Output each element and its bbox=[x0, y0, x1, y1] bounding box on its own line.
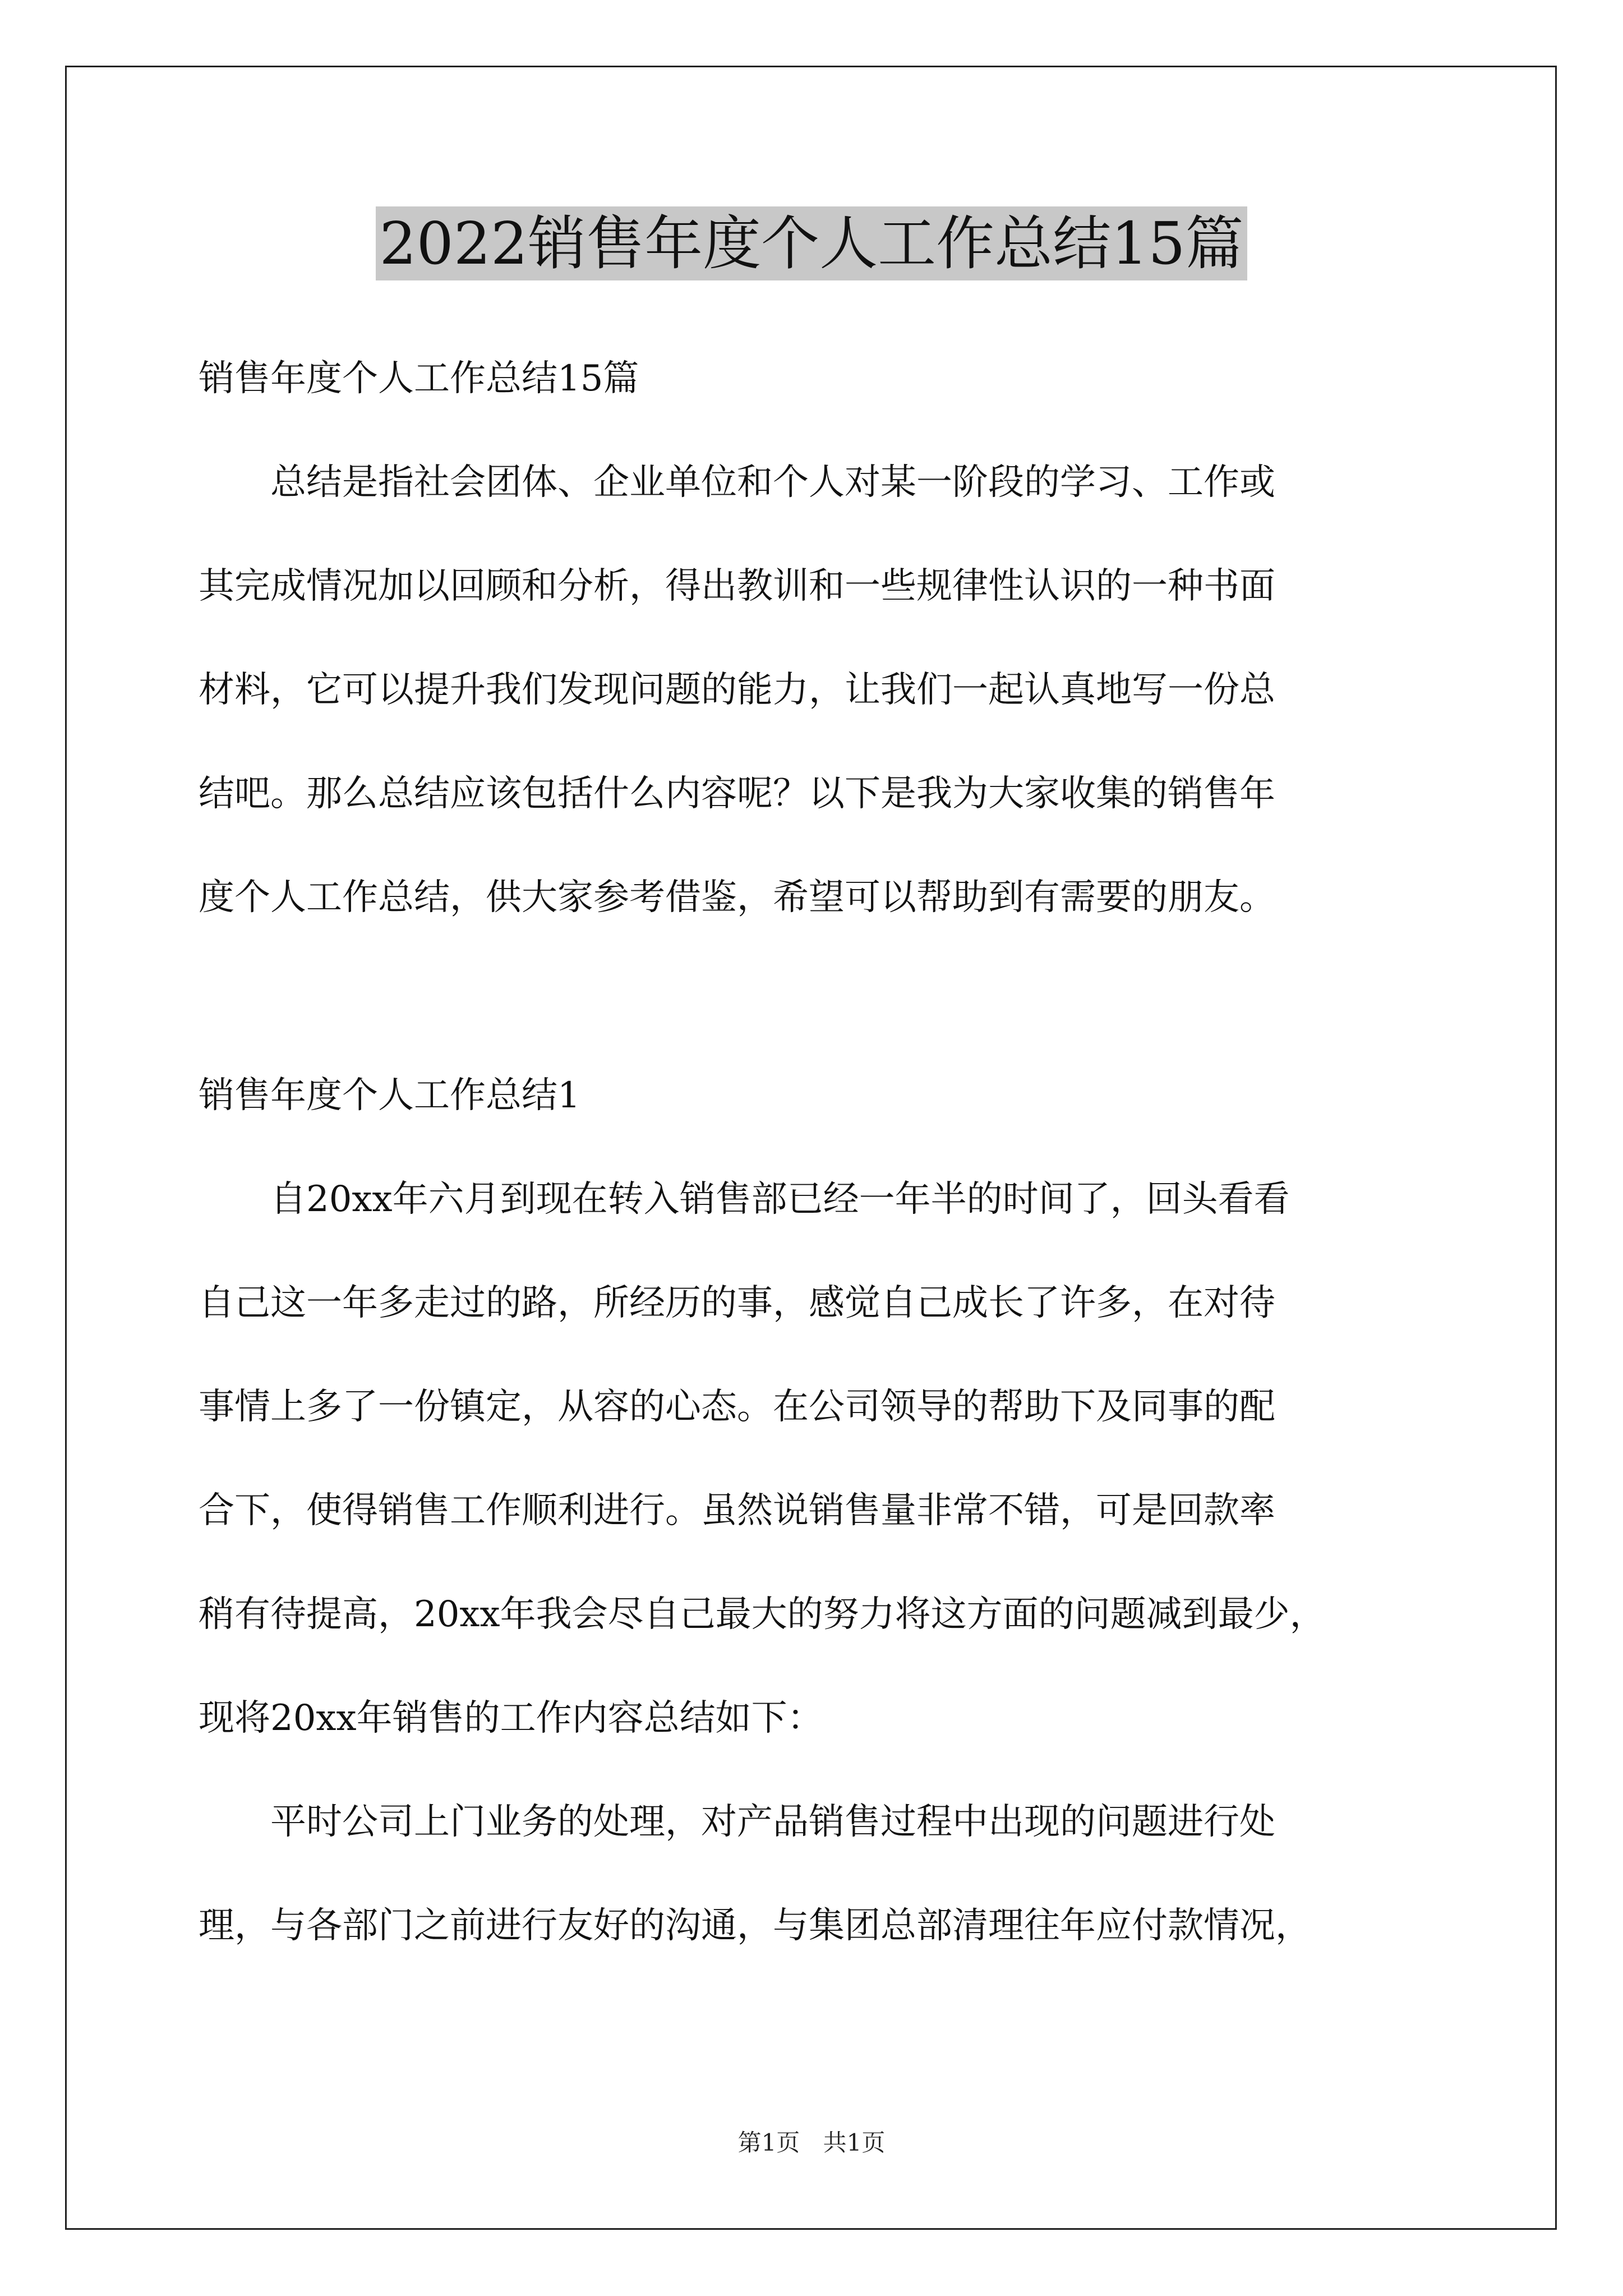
intro-line: 结吧。那么总结应该包括什么内容呢？以下是我为大家收集的销售年 bbox=[199, 773, 1275, 815]
intro-line: 其完成情况加以回顾和分析，得出教训和一些规律性认识的一种书面 bbox=[199, 565, 1275, 607]
section-line: 自20xx年六月到现在转入销售部已经一年半的时间了，回头看看 bbox=[199, 1179, 1290, 1220]
document-title: 2022销售年度个人工作总结15篇 bbox=[376, 206, 1247, 280]
intro-line: 度个人工作总结，供大家参考借鉴，希望可以帮助到有需要的朋友。 bbox=[199, 877, 1275, 918]
section-line: 平时公司上门业务的处理，对产品销售过程中出现的问题进行处 bbox=[199, 1801, 1275, 1843]
page-number: 第1页 bbox=[737, 2129, 800, 2156]
page-total: 共1页 bbox=[823, 2129, 886, 2156]
intro-line: 总结是指社会团体、企业单位和个人对某一阶段的学习、工作或 bbox=[199, 462, 1275, 503]
section-heading: 销售年度个人工作总结1 bbox=[199, 1075, 580, 1116]
section-line: 事情上多了一份镇定，从容的心态。在公司领导的帮助下及同事的配 bbox=[199, 1386, 1275, 1428]
section-line: 合下，使得销售工作顺利进行。虽然说销售量非常不错，可是回款率 bbox=[199, 1490, 1275, 1531]
section-line: 稍有待提高，20xx年我会尽自己最大的努力将这方面的问题减到最少， bbox=[199, 1594, 1326, 1635]
page-footer bbox=[0, 2126, 1623, 2160]
title-container bbox=[0, 206, 1623, 280]
section-line: 现将20xx年销售的工作内容总结如下： bbox=[199, 1697, 823, 1739]
document-subtitle: 销售年度个人工作总结15篇 bbox=[199, 358, 639, 399]
section-line: 自己这一年多走过的路，所经历的事，感觉自己成长了许多，在对待 bbox=[199, 1282, 1275, 1324]
intro-line: 材料，它可以提升我们发现问题的能力，让我们一起认真地写一份总 bbox=[199, 669, 1275, 711]
section-line: 理，与各部门之前进行友好的沟通，与集团总部清理往年应付款情况， bbox=[199, 1905, 1311, 1947]
